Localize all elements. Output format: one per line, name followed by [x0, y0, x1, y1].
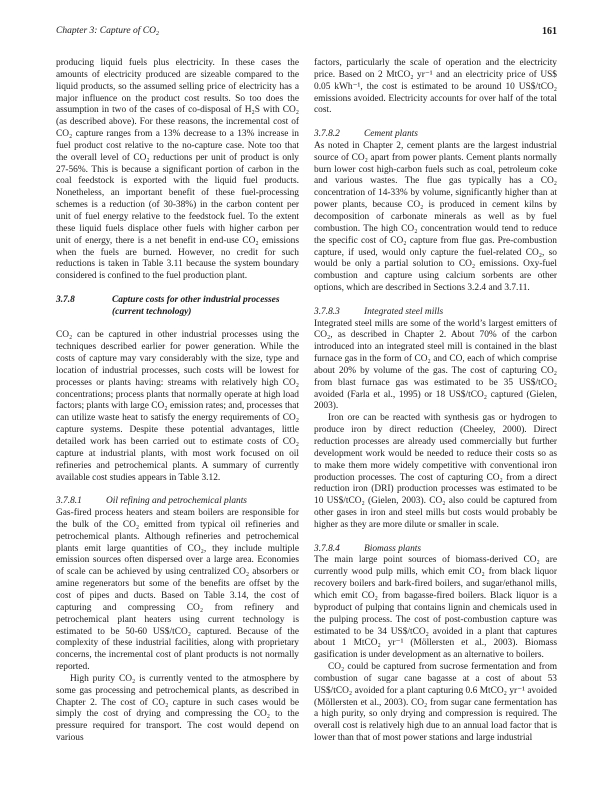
subsection-title: Cement plants [364, 129, 418, 140]
subsection-number: 3.7.8.1 [56, 496, 82, 507]
chapter-title-subscript: 2 [155, 31, 159, 37]
paragraph-biomass: The main large point sources of biomass-derived CO₂ are currently wood pulp mills, which emit CO₂ from black liquor recovery boilers and bark-fired boilers, and sugar/ethanol mills, which emit CO₂ from bagasse-fired boilers. Black liquor is a byproduct of pulping that contains lignin and chemicals used in the pulping process. The cost of post-combustion capture was estimated to be 34 US$/tCO₂ avoided in a plant that captures about 1 MtCO₂ yr⁻¹ (Möllersten et al., 2003). Biomass gasification is under development as an alternative to boilers. [314, 555, 557, 661]
paragraph-fuel-processing: producing liquid fuels plus electricity. In these cases the amounts of electricity produced are sizeable compared to the liquid products, so the assumed selling price of electricity has a major influence on the product cost results. So too does the assumption in two of the cases of co-disposal of H₂S with CO₂ (as described above). For these reasons, the incremental cost of CO₂ capture ranges from a 13% decrease to a 13% increase in fuel product cost relative to the no-capture case. Note too that the overall level of CO₂ reductions per unit of product is only 27-56%. This is because a significant portion of carbon in the coal feedstock is exported with the liquid fuel products. Nonetheless, an important benefit of these fuel-processing schemes is a reduction (of 30-38%) in the carbon content per unit of fuel energy relative to the feedstock fuel. To the extent these liquid fuels displace other fuels with higher carbon per unit of energy, there is a net benefit in end-use CO₂ emissions when the fuels are burned. However, no credit for such reductions is taken in Table 3.11 because the system boundary considered is confined to the fuel production plant. [56, 58, 299, 282]
running-header [56, 26, 557, 40]
page-number: 161 [542, 26, 557, 37]
subsection-heading-3-7-8-1 [56, 496, 299, 508]
left-column [56, 58, 299, 745]
chapter-title-text: Chapter 3: Capture of CO [56, 26, 156, 36]
subsection-number: 3.7.8.4 [314, 543, 340, 554]
subsection-number: 3.7.8.2 [314, 129, 340, 140]
subsection-heading-3-7-8-2 [314, 129, 557, 141]
paragraph-steel-mills: Integrated steel mills are some of the world’s largest emitters of CO₂, as described in Chapter 2. About 70% of the carbon introduced into an integrated steel mill is contained in the blast furnace gas in the form of CO₂ and CO, each of which comprise about 20% by volume of the gas. The cost of capturing CO₂ from blast furnace gas was estimated to be 35 US$/tCO₂ avoided (Farla et al., 1995) or 18 US$/tCO₂ captured (Gielen, 2003). [314, 318, 557, 412]
right-column [314, 58, 557, 745]
subsection-number: 3.7.8.3 [314, 306, 340, 317]
subsection-heading-3-7-8-3 [314, 307, 557, 319]
section-title [112, 295, 299, 319]
paragraph-industrial-capture: CO₂ can be captured in other industrial processes using the techniques described earlier for power generation. While the costs of capture may vary considerably with the size, type and location of industrial processes, such costs will be lowest for processes or plants having: streams with relatively high CO₂ concentrations; process plants that normally operate at high load factors; plants with large CO₂ emission rates; and, processes that can utilize waste heat to satisfy the energy requirements of CO₂ capture systems. Despite these potential advantages, little detailed work has been carried out to estimate costs of CO₂ capture at industrial plants, with most work focused on oil refineries and petrochemical plants. A summary of currently available cost studies appears in Table 3.12. [56, 330, 299, 483]
subsection-heading-3-7-8-4 [314, 544, 557, 556]
section-number: 3.7.8 [56, 294, 75, 305]
section-title-line2: (current technology) [112, 306, 192, 317]
section-title-line1: Capture costs for other industrial processes [112, 294, 280, 305]
paragraph-iron-ore: Iron ore can be reacted with synthesis gas or hydrogen to produce iron by direct reduction (Cheeley, 2000). Direct reduction processes are already used commercially but further development work would be needed to reduce their costs so as to make them more widely competitive with conventional iron production processes. The cost of capturing CO₂ from a direct reduction iron (DRI) production processes was estimated to be 10 US$/tCO₂ (Gielen, 2003). CO₂ also could be captured from other gases in iron and steel mills but costs would probably be higher as they are more dilute or smaller in scale. [314, 413, 557, 530]
subsection-title: Integrated steel mills [364, 306, 444, 317]
subsection-title: Oil refining and petrochemical plants [106, 496, 247, 507]
subsection-title: Biomass plants [364, 543, 422, 554]
paragraph-refining: Gas-fired process heaters and steam boilers are responsible for the bulk of the CO₂ emitted from typical oil refineries and petrochemical plants. Although refineries and petrochemical plants emit large quantities of CO₂, they include multiple emission sources often dispersed over a large area. Economies of scale can be achieved by using centralized CO₂ absorbers or amine regenerators but some of the benefits are offset by the cost of pipes and ducts. Based on Table 3.14, the cost of capturing and compressing CO₂ from refinery and petrochemical plant heaters using current technology is estimated to be 50-60 US$/tCO₂ captured. Because of the complexity of these industrial facilities, along with proprietary concerns, the incremental cost of plant products is not normally reported. [56, 508, 299, 673]
chapter-title [56, 26, 159, 36]
paragraph-cement: As noted in Chapter 2, cement plants are the largest industrial source of CO₂ apart from power plants. Cement plants normally burn lower cost high-carbon fuels such as coal, petroleum coke and various wastes. The flue gas typically has a CO₂ concentration of 14-33% by volume, significantly higher than at power plants, because CO₂ is produced in cement kilns by decomposition of carbonate minerals as well as by fuel combustion. The high CO₂ concentration would tend to reduce the specific cost of CO₂ capture from flue gas. Pre-combustion capture, if used, would only capture the fuel-related CO₂, so would be only a partial solution to CO₂ emissions. Oxy-fuel combustion and capture using calcium sorbents are other options, which are described in Sections 3.2.4 and 3.7.11. [314, 140, 557, 294]
paragraph-high-purity: High purity CO₂ is currently vented to the atmosphere by some gas processing and petrochemical plants, as described in Chapter 2. The cost of CO₂ capture in such cases would be simply the cost of drying and compressing the CO₂ to the pressure required for transport. The cost would depend on various [56, 673, 299, 744]
paragraph-sugar-cane: CO₂ could be captured from sucrose fermentation and from combustion of sugar cane bagasse at a cost of about 53 US$/tCO₂ avoided for a plant capturing 0.6 MtCO₂ yr⁻¹ avoided (Möllersten et al., 2003). CO₂ from sugar cane fermentation has a high purity, so only drying and compression is required. The overall cost is relatively high due to an annual load factor that is lower than that of most power stations and large industrial [314, 662, 557, 744]
section-heading-3-7-8 [56, 295, 299, 319]
paragraph-scale-factors: factors, particularly the scale of operation and the electricity price. Based on 2 MtCO₂ yr⁻¹ and an electricity price of US$ 0.05 kWh⁻¹, the cost is estimated to be around 10 US$/tCO₂ emissions avoided. Electricity accounts for over half of the total cost. [314, 58, 557, 116]
